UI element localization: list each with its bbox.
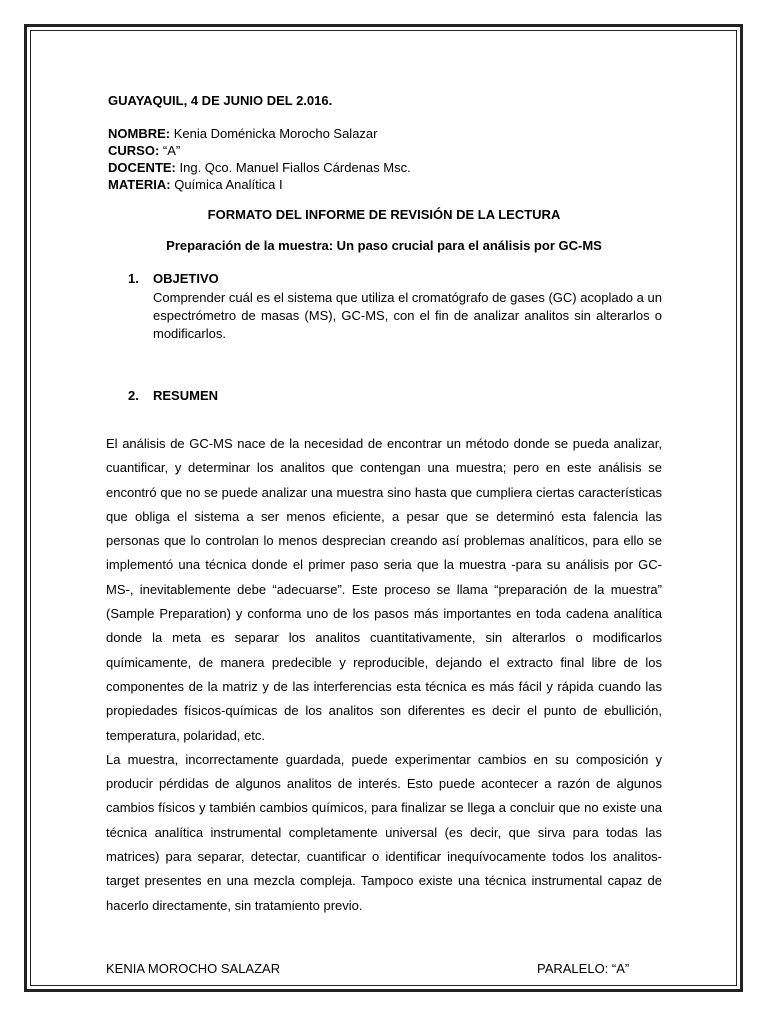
- student-info: [108, 125, 411, 193]
- docente-value: Ing. Qco. Manuel Fiallos Cárdenas Msc.: [175, 160, 411, 175]
- nombre-label: NOMBRE:: [108, 126, 171, 141]
- nombre-row: [108, 125, 411, 142]
- curso-value: “A”: [159, 143, 181, 158]
- materia-value: Química Analítica I: [170, 177, 283, 192]
- curso-label: CURSO:: [108, 143, 160, 158]
- report-subheading: Preparación de la muestra: Un paso crucial para el análisis por GC-MS: [166, 238, 602, 253]
- resumen-paragraph: La muestra, incorrectamente guardada, puede experimentar cambios en su composición y producir pérdidas de algunos analitos de interés. Esto puede acontecer a razón de algunos cambios físicos y también cambios químicos, para finalizar se llega a concluir que no existe una técnica analítica instrumental completamente universal (es decir, que sirva para todas las matrices) para separar, detectar, cuantificar o identificar inequívocamente todos los analitos-target presentes en una mezcla compleja. Tampoco existe una técnica instrumental capaz de hacerlo directamente, sin tratamiento previo.: [106, 751, 662, 913]
- objetivo-title: OBJETIVO: [153, 271, 219, 286]
- nombre-value: Kenia Doménicka Morocho Salazar: [170, 126, 378, 141]
- objetivo-body: Comprender cuál es el sistema que utiliza el cromatógrafo de gases (GC) acoplado a un espectrómetro de masas (MS), GC-MS, con el fin de analizar analitos sin alterarlos o modificarlos.: [153, 290, 662, 341]
- footer-author: KENIA MOROCHO SALAZAR: [106, 961, 281, 976]
- resumen-number: 2.: [128, 388, 139, 403]
- docente-row: [108, 159, 411, 176]
- footer-paralelo: PARALELO: “A”: [537, 961, 630, 976]
- materia-row: [108, 176, 411, 193]
- resumen-title: RESUMEN: [153, 388, 219, 403]
- resumen-paragraph: El análisis de GC-MS nace de la necesidad de encontrar un método donde se pueda analizar, cuantificar, y determinar los analitos que contengan una muestra; pero en este análisis se encontró que no se puede analizar una muestra sino hasta que cumpliera ciertas características que obliga el sistema a ser menos eficiente, a pesar que se determinó esta falencia las personas que lo controlan lo menos desprecian creando así problemas analíticos, para ello se implementó una técnica donde el primer paso seria que la muestra -para su análisis por GC-MS-, inevitablemente debe “adecuarse”. Este proceso se llama “preparación de la muestra” (Sample Preparation) y conforma uno de los pasos más importantes en toda cadena analítica donde la meta es separar los analitos cuantitativamente, sin alterarlos o modificarlos químicamente, de manera predecible y reproducible, dejando el extracto final libre de los componentes de la matriz y de las interferencias esta técnica es más fácil y rápida cuando las propiedades físicos-químicas de los analitos son diferentes es decir el punto de ebullición, temperatura, polaridad, etc.: [106, 436, 662, 743]
- date-line: GUAYAQUIL, 4 DE JUNIO DEL 2.016.: [108, 93, 333, 108]
- resumen-body: [106, 432, 662, 918]
- docente-label: DOCENTE:: [108, 160, 176, 175]
- curso-row: [108, 142, 411, 159]
- materia-label: MATERIA:: [108, 177, 171, 192]
- objetivo-number: 1.: [128, 271, 139, 286]
- report-heading: FORMATO DEL INFORME DE REVISIÓN DE LA LECTURA: [207, 207, 561, 222]
